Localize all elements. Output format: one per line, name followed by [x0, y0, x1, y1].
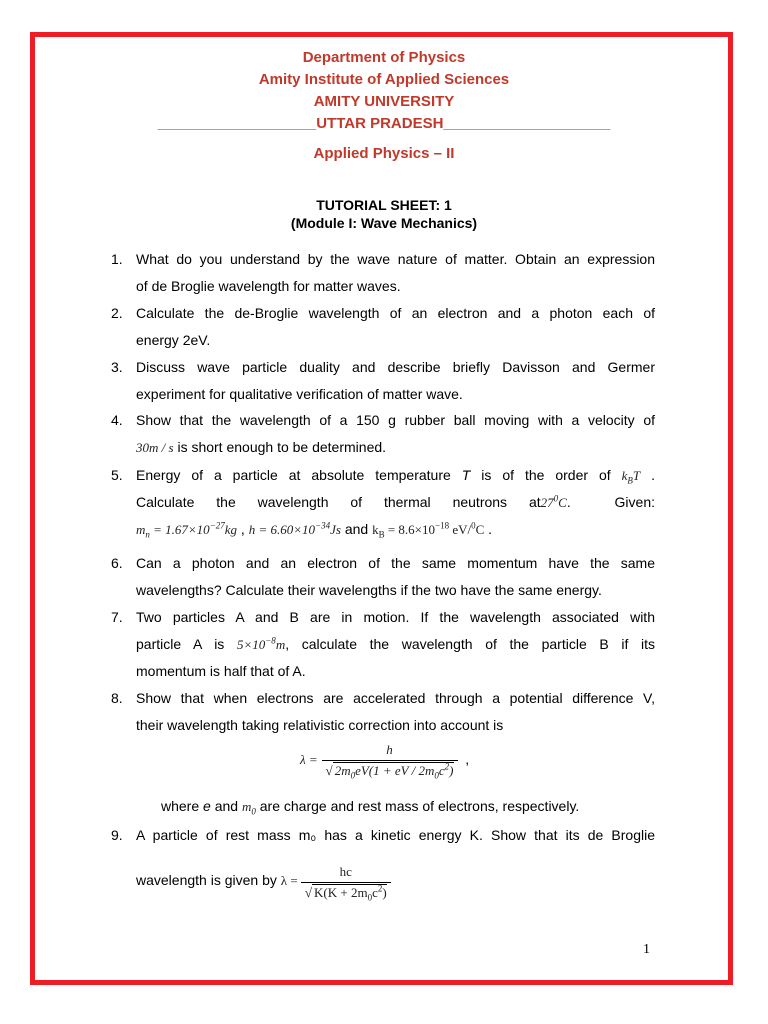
boltzmann-constant-expression: $k_B = 8.6\times 10^{-18}$ eV/$^0$C: [372, 520, 485, 540]
question-text: 30m / s is short enough to be determined.: [136, 439, 387, 455]
question-4: [111, 407, 655, 461]
neutron-mass-expression: $m_n = 1.67\times 10^{-27}kg$: [136, 520, 238, 540]
question-8: [111, 685, 655, 739]
question-text: of de Broglie wavelength for matter waves.: [136, 278, 401, 294]
question-number: 6.: [111, 555, 123, 571]
question-text: $m_n = 1.67\times 10^{-27}kg$ , $h = 6.60\times 10^{-34}Js$ and $k_B = 8.6\times 10^{-18}$ eV/$^0$C .: [136, 520, 493, 540]
rest-mass-symbol: $m_0$: [241, 799, 256, 817]
kinetic-wavelength-equation: λ = $\frac{hc}{√ K(K + 2m_0c^2)}$: [281, 873, 391, 888]
question-3: [111, 354, 655, 408]
question-6: [111, 550, 655, 604]
question-text: What do you understand by the wave nature of matter. Obtain an expression: [136, 251, 655, 267]
question-text: A particle of rest mass m₀ has a kinetic energy K. Show that its de Broglie: [136, 827, 655, 843]
department-heading: Department of Physics: [302, 49, 466, 66]
question-text: energy 2eV.: [136, 332, 211, 348]
kbt-expression: $k_BT$: [621, 468, 641, 486]
temperature-expression: $27^0C$: [540, 493, 567, 510]
subject-heading: Applied Physics – II: [313, 145, 455, 162]
question-1: [111, 246, 655, 300]
question-text: Show that the wavelength of a 150 g rubber ball moving with a velocity of: [136, 412, 655, 428]
question-7: [111, 604, 655, 685]
question-text: where e and $m_0$ are charge and rest mass of electrons, respectively.: [161, 798, 580, 817]
institute-heading: Amity Institute of Applied Sciences: [258, 71, 510, 88]
question-text: experiment for qualitative verification of matter wave.: [136, 386, 463, 402]
question-8-where: [136, 793, 656, 820]
question-text: particle A is $5\times 10^{-8}m$, calculate the wavelength of the particle B if its: [136, 635, 655, 652]
question-number: 9.: [111, 827, 123, 843]
planck-constant-expression: $h = 6.60\times 10^{-34}Js$: [248, 520, 341, 537]
question-number: 8.: [111, 690, 123, 706]
question-text: Discuss wave particle duality and describe briefly Davisson and Germer: [136, 359, 655, 375]
question-text: wavelengths? Calculate their wavelengths if the two have the same energy.: [136, 582, 602, 598]
university-heading: AMITY UNIVERSITY: [313, 93, 455, 110]
question-text: Calculate the wavelength of thermal neutrons $at27^0C$. Given:: [136, 493, 655, 510]
sheet-module: (Module I: Wave Mechanics): [290, 215, 478, 231]
sheet-title: TUTORIAL SHEET: 1: [316, 197, 452, 213]
question-text: their wavelength taking relativistic correction into account is: [136, 717, 504, 733]
question-number: 4.: [111, 412, 123, 428]
question-5: [111, 462, 655, 543]
question-text: Can a photon and an electron of the same momentum have the same: [136, 555, 655, 571]
question-text: momentum is half that of A.: [136, 663, 306, 679]
question-text: Two particles A and B are in motion. If the wavelength associated with: [136, 609, 655, 625]
question-number: 2.: [111, 305, 123, 321]
question-number: 7.: [111, 609, 123, 625]
state-heading: ___________________UTTAR PRADESH____________________: [157, 115, 611, 132]
wavelength-expression: $5\times 10^{-8}m$: [236, 635, 286, 652]
question-number: 5.: [111, 467, 123, 483]
question-2: [111, 300, 655, 354]
page-number: 1: [643, 942, 650, 957]
question-number: 1.: [111, 251, 123, 267]
question-9-equation-line: wavelength is given by λ = $\frac{hc}{√ K(K + 2m_0c^2)}$: [136, 860, 391, 901]
question-number: 3.: [111, 359, 123, 375]
question-9: [111, 822, 655, 849]
question-text: Energy of a particle at absolute temperature T is of the order of $k_BT$ .: [136, 467, 656, 486]
velocity-expression: 30m / s: [136, 440, 174, 455]
question-text: Show that when electrons are accelerated through a potential difference V,: [136, 690, 655, 706]
relativistic-wavelength-equation: λ = $\frac{h}{√ 2m_0eV(1 + eV / 2m_0c^2)}$ ,: [300, 742, 470, 781]
question-text: Calculate the de-Broglie wavelength of an electron and a photon each of: [136, 305, 655, 321]
